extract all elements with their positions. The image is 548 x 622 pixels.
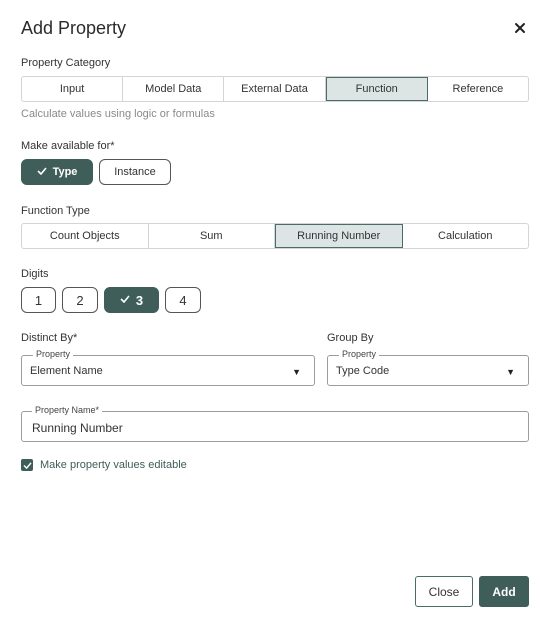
digit-option-4[interactable]	[165, 287, 201, 313]
digit-option-3[interactable]	[104, 287, 159, 313]
property-name-field[interactable]	[21, 405, 529, 442]
group-by-legend: Property	[339, 349, 379, 359]
distinct-by-value: Element Name	[30, 365, 103, 377]
close-icon[interactable]	[512, 20, 528, 36]
function-type-label: Function Type	[21, 205, 90, 217]
group-by-value: Type Code	[336, 365, 390, 377]
availability-instance-label: Instance	[114, 166, 156, 178]
digits-label: Digits	[21, 268, 49, 280]
digit-option-1[interactable]	[21, 287, 56, 313]
dialog-title: Add Property	[21, 18, 127, 38]
function-option-sum[interactable]: Sum	[149, 224, 276, 248]
category-option-external-data[interactable]: External Data	[224, 77, 325, 101]
function-type-selector	[21, 223, 529, 249]
property-category-selector	[21, 76, 529, 102]
availability-type-button[interactable]	[21, 159, 93, 185]
group-by-select[interactable]	[327, 349, 529, 386]
group-by-label: Group By	[327, 332, 374, 344]
availability-label: Make available for*	[21, 140, 115, 152]
property-category-label: Property Category	[21, 57, 111, 69]
digit-1-label: 1	[34, 292, 43, 308]
category-option-reference[interactable]: Reference	[452, 83, 504, 95]
check-icon	[23, 462, 32, 469]
add-button[interactable]: Add	[479, 576, 529, 607]
function-option-running-number[interactable]: Running Number	[275, 224, 403, 248]
property-name-legend: Property Name*	[32, 405, 102, 415]
function-option-calculation[interactable]: Calculation	[438, 230, 493, 242]
category-hint: Calculate values using logic or formulas	[21, 108, 215, 120]
category-option-input[interactable]: Input	[22, 77, 123, 101]
dropdown-arrow-icon: ▼	[292, 367, 301, 377]
availability-type-label: Type	[52, 166, 78, 178]
category-option-model-data[interactable]: Model Data	[123, 77, 224, 101]
digit-3-label: 3	[135, 292, 144, 308]
category-option-function[interactable]: Function	[326, 77, 428, 101]
check-icon	[37, 166, 47, 178]
distinct-by-label: Distinct By*	[21, 332, 78, 344]
editable-checkbox[interactable]	[21, 459, 33, 471]
dropdown-arrow-icon: ▼	[506, 367, 515, 377]
close-button[interactable]: Close	[415, 576, 473, 607]
digit-4-label: 4	[179, 292, 187, 308]
editable-checkbox-label[interactable]: Make property values editable	[40, 459, 187, 471]
distinct-by-legend: Property	[33, 349, 73, 359]
property-name-value: Running Number	[32, 421, 123, 435]
check-icon	[120, 294, 130, 306]
function-option-count-objects[interactable]: Count Objects	[22, 224, 149, 248]
availability-instance-button[interactable]	[99, 159, 171, 185]
digit-option-2[interactable]	[62, 287, 98, 313]
distinct-by-select[interactable]	[21, 349, 315, 386]
digit-2-label: 2	[76, 292, 84, 308]
